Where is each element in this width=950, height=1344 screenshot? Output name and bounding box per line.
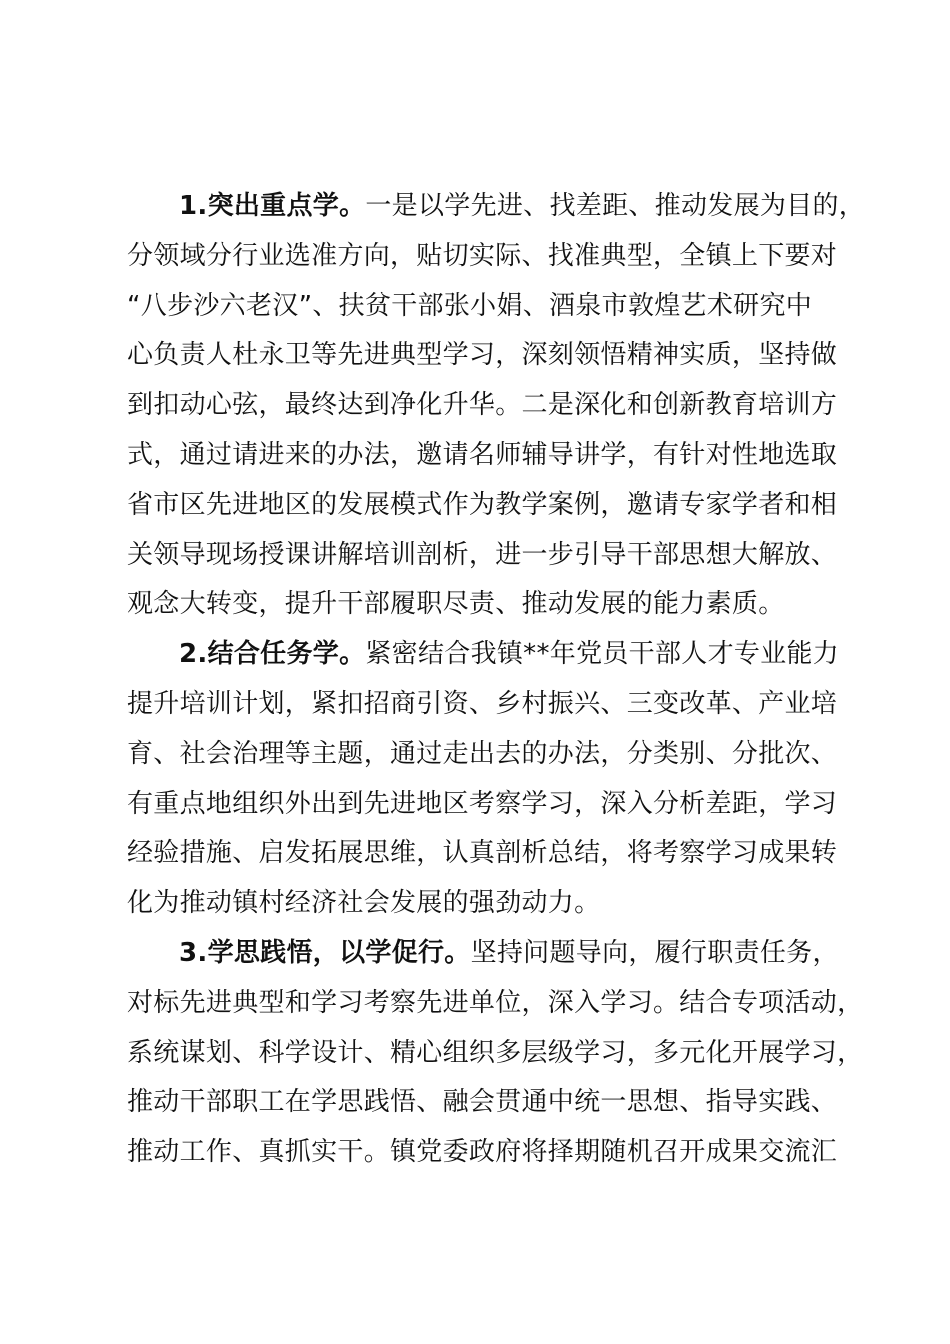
paragraph-3-line-4: 推动干部职工在学思践悟、融会贯通中统一思想、指导实践、	[127, 1087, 838, 1118]
paragraph-2-line-6: 化为推动镇村经济社会发展的强劲动力。	[127, 888, 601, 919]
paragraph-1-line-7: 省市区先进地区的发展模式作为教学案例，邀请专家学者和相	[127, 489, 838, 520]
paragraph-1-line-8: 关领导现场授课讲解培训剖析，进一步引导干部思想大解放、	[127, 539, 838, 570]
paragraph-1-line-4: 心负责人杜永卫等先进典型学习，深刻领悟精神实质，坚持做	[127, 340, 838, 371]
paragraph-1-line-5: 到扣动心弦，最终达到净化升华。二是深化和创新教育培训方	[127, 390, 838, 421]
paragraph-2-line-1	[127, 630, 842, 680]
paragraph-1-line-9: 观念大转变，提升干部履职尽责、推动发展的能力素质。	[127, 589, 785, 620]
paragraph-3-text: 坚持问题导向，履行职责任务，	[470, 937, 839, 968]
paragraph-3-heading: 3.学思践悟，以学促行。	[179, 937, 471, 968]
paragraph-3-line-1	[127, 929, 842, 979]
paragraph-2-line-5: 经验措施、启发拓展思维，认真剖析总结，将考察学习成果转	[127, 838, 838, 869]
paragraph-1-line-2: 分领域分行业选准方向，贴切实际、找准典型，全镇上下要对	[127, 240, 838, 271]
paragraph-2-line-2: 提升培训计划，紧扣招商引资、乡村振兴、三变改革、产业培	[127, 688, 838, 719]
paragraph-2	[127, 630, 842, 929]
paragraph-2-line-4: 有重点地组织外出到先进地区考察学习，深入分析差距，学习	[127, 788, 838, 819]
paragraph-1-line-1	[127, 182, 866, 232]
document-body	[127, 182, 866, 1178]
paragraph-2-line-3: 育、社会治理等主题，通过走出去的办法，分类别、分批次、	[127, 738, 838, 769]
paragraph-3-line-5: 推动工作、真抓实干。镇党委政府将择期随机召开成果交流汇	[127, 1137, 838, 1168]
paragraph-3-line-2: 对标先进典型和学习考察先进单位，深入学习。结合专项活动，	[127, 987, 864, 1018]
paragraph-2-heading: 2.结合任务学。	[179, 639, 366, 670]
paragraph-3	[127, 929, 864, 1178]
paragraph-3-line-3: 系统谋划、科学设计、精心组织多层级学习，多元化开展学习，	[127, 1037, 864, 1068]
paragraph-1-line-6: 式，通过请进来的办法，邀请名师辅导讲学，有针对性地选取	[127, 439, 838, 470]
paragraph-1-line-3: “八步沙六老汉”、扶贫干部张小娟、酒泉市敦煌艺术研究中	[127, 290, 813, 321]
paragraph-1-heading: 1.突出重点学。	[179, 191, 366, 221]
paragraph-1-text: 一是以学先进、找差距、推动发展为目的，	[365, 191, 866, 221]
paragraph-1	[127, 182, 866, 630]
paragraph-2-text: 紧密结合我镇**年党员干部人才专业能力	[365, 639, 840, 670]
